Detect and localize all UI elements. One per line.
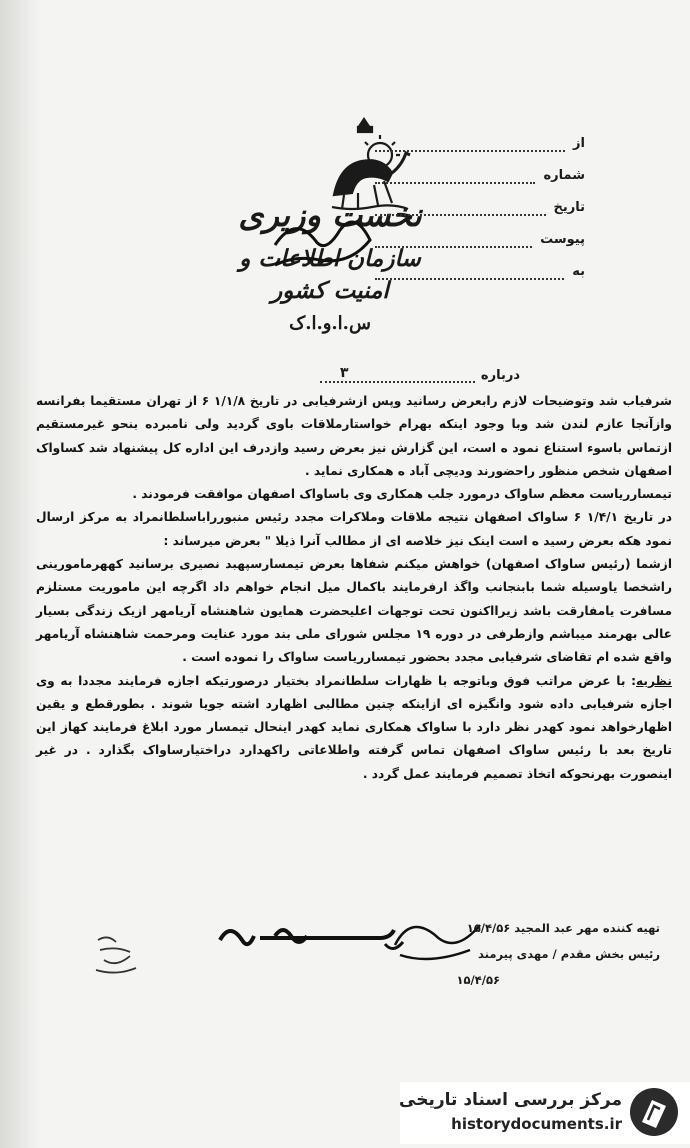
letter-body xyxy=(36,390,672,786)
letterhead-reference: س.ا.و.ا.ک xyxy=(289,313,371,334)
body-paragraph: ازشما (رئیس ساواک اصفهان) خواهش میکنم شفاها بعرض تیمسارسپهبد نصیری برسانید کههرمامورینی راشخصا یاوسیله شما بابنجانب واگذ ارفرمایند باکمال میل انجام خواهم داد اگرچه این ماموریت مستلزم مسافرت یامفارقت باشد زیرااکنون تحت توجهات اعلیحضرت همایون شاهنشاه آریامهر ازیک زندگی بسیار عالی بهرمند میباشم وازطرفی در دوره ۱۹ مجلس شورای ملی بند مورد عنایت ومرحمت شاهنشاه آریامهر واقع شده ام تقاضای شرفیابی مجدد بحضور تیمسارریاست ساواک را نموده است . xyxy=(36,557,672,665)
archive-logo-icon xyxy=(628,1086,680,1138)
note-text: : با عرض مراتب فوق وباتوجه با ظهارات سلطانمراد بختیار درصورتیکه اجازه فرمایند مجددا به وی اجازه شرفیابی داده شود وانگیزه ای ازاینکه چنین مطالبی اظهارد اشته جویا شوند . بطورقطع و یقین اظهارخواهد نمود کهدر نظر دارد با ساواک همکاری نماید کهدر اینحال تیمسار مورد ابلاغ فرمایند کهاز این تاریخ بعد با رئیس ساواک اصفهان تماس گرفته واطلاعاتی راکهدارد دراختیارساواک بگذارد . در غیر اینصورت بهرنحوکه اتخاذ تصمیم فرمایند عمل گردد . xyxy=(36,673,672,781)
field-label: از xyxy=(573,136,585,151)
field-label: شماره xyxy=(543,168,585,183)
field-label: تاریخ xyxy=(553,200,585,215)
department-head-line: رئیس بخش مقدم / مهدی پیرمند xyxy=(478,947,660,961)
field-label: به xyxy=(572,264,585,279)
subject-label: درباره xyxy=(480,368,520,383)
body-paragraph: شرفیاب شد وتوضیحات لازم رابعرض رسانید وپس ازشرفیابی در تاریخ ۱/۱/۸ ۶ از تهران مستقیما بفرانسه وازآنجا عازم لندن شد وبا وجود اینکه بهرام خواستارملاقات باوی گردید ولی نامبرده بنحو غیرمستقیم ازتماس باسوء استناع نمود ه است، این گزارش نیز بعرض رسید وازدرف این اداره کل پیشنهاد شد کساواک اصفهان شخص منظور راحضورند ودیچی آباد ه همکاری نماید . xyxy=(36,394,672,478)
handwritten-margin-note xyxy=(90,930,145,980)
field-blank xyxy=(375,136,565,152)
field-attachment xyxy=(375,224,585,256)
subject-line xyxy=(320,364,520,383)
letterhead-title: نخست وزیری xyxy=(238,196,422,234)
field-to xyxy=(375,256,585,288)
body-paragraph: در تاریخ ۱/۴/۱ ۶ ساواک اصفهان نتیجه ملاقات وملاکرات مجدد رئیس منبورراباسلطانمراد به مرکز ارسال نمود هکه بعرض رسید ه است اینک نیز خلاصه ای از مطالب آنرا ذیلا " بعرض میرساند : xyxy=(36,510,672,548)
prepared-by-line: تهیه کننده مهر عبد المجید ۱۵/۴/۵۶ xyxy=(466,921,660,935)
field-blank xyxy=(375,232,532,248)
letterhead-organization: سازمان اطلاعات و امنیت کشور xyxy=(239,245,421,304)
field-blank xyxy=(375,168,535,184)
field-date xyxy=(375,192,585,224)
archive-watermark xyxy=(400,1082,690,1144)
subject-blank xyxy=(320,364,475,383)
field-blank xyxy=(375,200,546,216)
header-fields xyxy=(375,128,585,288)
body-paragraph: تیمسارریاست معظم ساواک درمورد جلب همکاری وی باساواک اصفهان موافقت فرمودند . xyxy=(132,487,672,502)
field-label: پیوست xyxy=(540,232,585,247)
field-blank xyxy=(375,264,564,280)
page-edge-shadow xyxy=(0,0,40,1148)
field-from xyxy=(375,128,585,160)
archive-url: historydocuments.ir xyxy=(451,1115,622,1133)
signature-date: ۱۵/۴/۵۶ xyxy=(456,973,500,987)
handwritten-scribble xyxy=(270,205,380,275)
note-label: نظریه xyxy=(636,673,672,688)
signature-block xyxy=(330,915,660,993)
subject-mark: ۳ xyxy=(340,364,349,381)
note-paragraph xyxy=(36,670,672,786)
archive-title: مرکز بررسی اسناد تاریخی xyxy=(399,1090,622,1110)
field-number xyxy=(375,160,585,192)
